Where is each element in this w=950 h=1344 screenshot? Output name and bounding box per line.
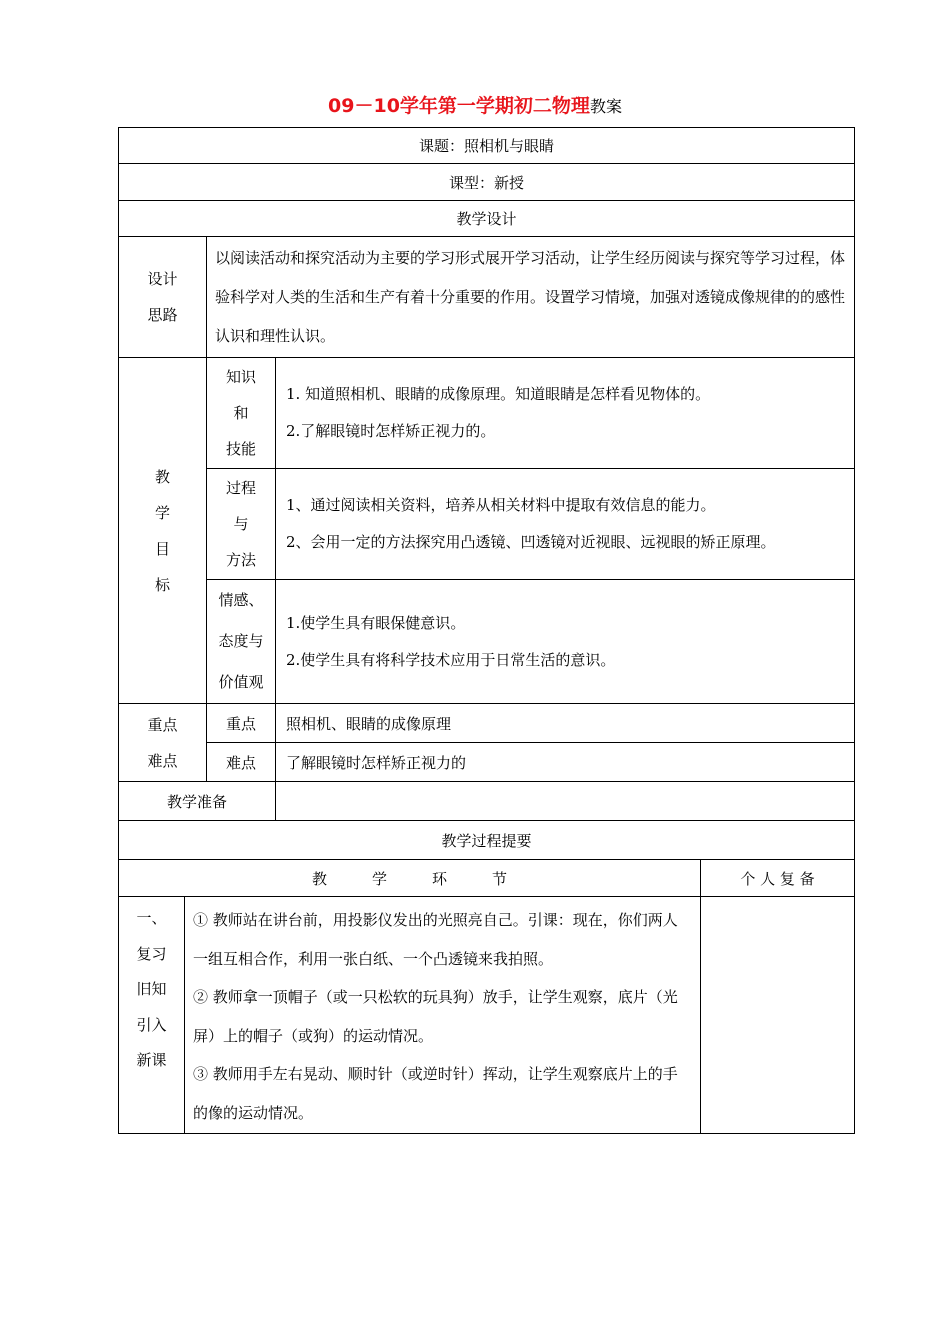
process-label: 过程 与 方法 xyxy=(207,469,276,580)
list-item: 2.使学生具有将科学技术应用于日常生活的意识。 xyxy=(286,650,616,669)
goals-label: 教 学 目 标 xyxy=(119,358,207,704)
difficult-label: 难点 xyxy=(207,743,276,782)
list-item: ② 教师拿一顶帽子（或一只松软的玩具狗）放手，让学生观察，底片（光屏）上的帽子（或狗）的运动情况。 xyxy=(193,988,678,1045)
lesson-type-cell: 课型：新授 xyxy=(119,164,855,201)
list-item: 2、会用一定的方法探究用凸透镜、凹透镜对近视眼、远视眼的矫正原理。 xyxy=(286,533,776,551)
list-item: 1.使学生具有眼保健意识。 xyxy=(286,613,466,632)
goal-process-row xyxy=(119,469,855,580)
lesson-plan-table xyxy=(118,127,855,1134)
emotion-label: 情感、 态度与 价值观 xyxy=(207,580,276,704)
difficult-point-row xyxy=(119,743,855,782)
document-title xyxy=(0,92,950,121)
preparation-text xyxy=(276,782,855,821)
title-suffix: 教案 xyxy=(589,97,622,116)
personal-notes-cell xyxy=(701,897,855,1134)
title-main: 09－10学年第一学期初二物理 xyxy=(328,95,590,117)
design-idea-label: 设计 思路 xyxy=(119,237,207,358)
stage-header-row xyxy=(119,860,855,897)
stage-header: 教 学 环 节 xyxy=(119,860,701,897)
process-items xyxy=(276,469,855,580)
key-text: 照相机、眼睛的成像原理 xyxy=(276,704,855,743)
key-difficult-label: 重点 难点 xyxy=(119,704,207,782)
preparation-label: 教学准备 xyxy=(119,782,276,821)
key-label: 重点 xyxy=(207,704,276,743)
lesson-type-row xyxy=(119,164,855,201)
knowledge-items xyxy=(276,358,855,469)
design-idea-text: 以阅读活动和探究活动为主要的学习形式展开学习活动，让学生经历阅读与探究等学习过程，体验科学对人类的生活和生产有着十分重要的作用。设置学习情境，加强对透镜成像规律的的感性认识和理性认识。 xyxy=(207,237,855,358)
list-item: ③ 教师用手左右晃动、顺时针（或逆时针）挥动，让学生观察底片上的手的像的运动情况。 xyxy=(193,1065,678,1122)
personal-header: 个 人 复 备 xyxy=(701,860,855,897)
list-item: 1、通过阅读相关资料，培养从相关材料中提取有效信息的能力。 xyxy=(286,496,716,514)
difficult-text: 了解眼镜时怎样矫正视力的 xyxy=(276,743,855,782)
list-item: 2.了解眼镜时怎样矫正视力的。 xyxy=(286,422,496,440)
teaching-design-cell: 教学设计 xyxy=(119,201,855,237)
stage-1-label: 一、 复习 旧知 引入 新课 xyxy=(119,897,185,1134)
design-idea-row xyxy=(119,237,855,358)
list-item: 1. 知道照相机、眼睛的成像原理。知道眼睛是怎样看见物体的。 xyxy=(286,385,711,403)
topic-cell: 课题：照相机与眼睛 xyxy=(119,128,855,164)
knowledge-label: 知识 和 技能 xyxy=(207,358,276,469)
goal-knowledge-row xyxy=(119,358,855,469)
goal-emotion-row xyxy=(119,580,855,704)
topic-row xyxy=(119,128,855,164)
key-point-row xyxy=(119,704,855,743)
process-outline-cell: 教学过程提要 xyxy=(119,821,855,860)
stage-1-content xyxy=(185,897,701,1134)
emotion-items xyxy=(276,580,855,704)
preparation-row xyxy=(119,782,855,821)
list-item: ① 教师站在讲台前，用投影仪发出的光照亮自己。引课：现在，你们两人一组互相合作，利用一张白纸、一个凸透镜来我拍照。 xyxy=(193,911,678,968)
stage-1-row xyxy=(119,897,855,1134)
teaching-design-row xyxy=(119,201,855,237)
process-outline-row xyxy=(119,821,855,860)
